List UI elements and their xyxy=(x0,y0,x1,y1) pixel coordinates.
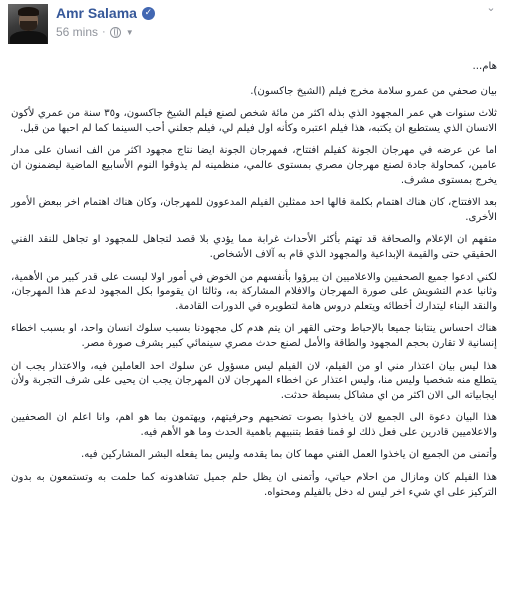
post-options-chevron-icon[interactable]: ⌄ xyxy=(486,1,496,14)
post-paragraph: اما عن عرضه في مهرجان الجونة كفيلم افتتاح، فمهرجان الجونة ايضا نتاج مجهود اكثر من الف انسان على مدار عامين، كمحاولة جادة لصنع مهرجان مصري بمستوى عالمي، منظمينه لم يذوقوا النوم الأسابيع الماضية ليضمنون ان يخرج بمستوى مشرف. xyxy=(11,145,497,186)
post-paragraph: هذا ليس بيان اعتذار مني او من الفيلم، لان الفيلم ليس مسؤول عن سلوك احد العاملين فيه، والاعتذار يجب ان يتطلع منه شخصيا وليس منا، وليس اعتذار عن اخطاء المهرجان لان المهرجان يجب ان يحيى على شرف التجربة ولأن ايجابياته الى الان اكثر من اي مشاكل بسيطة حدثت. xyxy=(11,360,497,401)
post-paragraph: بعد الافتتاح، كان هناك اهتمام بكلمة قالها احد ممثلين الفيلم المدعوون للمهرجان، وكان هناك اهتمام اخر ببعض الأمور الأخرى. xyxy=(11,197,497,223)
post-paragraph: ثلاث سنوات هي عمر المجهود الذي بذله اكثر من مائة شخص لصنع فيلم الشيخ جاكسون، و٣٥ سنة من عمري لأكون الانسان الذي يستطيع ان يكتبه، هذا فيلم اعتبره وكأنه اول فيلم لي، فيلم جعلني أحب السينما كما لم احبها من قبل. xyxy=(11,108,497,134)
post-paragraph: هناك احساس ينتابنا جميعا بالإحباط وحتى القهر ان يتم هدم كل مجهودنا بسبب سلوك انسان واحد، او بسبب اخطاء إنسانية لا تقارن بحجم المجهود والطاقة والأمل لصنع حدث مصري سينمائي كبير يشرف صورة مصر. xyxy=(11,323,497,349)
separator-dot: · xyxy=(102,26,106,38)
chevron-down-icon[interactable]: ▼ xyxy=(125,27,134,37)
post-timestamp[interactable]: 56 mins xyxy=(56,25,99,39)
author-avatar[interactable] xyxy=(8,4,48,44)
globe-icon[interactable] xyxy=(110,27,121,38)
avatar-shirt-shape xyxy=(10,31,47,44)
post-paragraph: بيان صحفي من عمرو سلامة مخرج فيلم (الشيخ جاكسون). xyxy=(250,85,497,97)
post-meta xyxy=(56,25,134,39)
post-paragraph: وأتمنى من الجميع ان ياخذوا العمل الفني مهما كان بما يقدمه وليس بما يفعله البشر المشاركين فيه. xyxy=(80,449,497,461)
post-paragraph: هام... xyxy=(472,61,497,72)
author-name-row xyxy=(56,5,155,21)
post-paragraph: هذا البيان دعوة الى الجميع لان ياخذوا بصوت تضحيهم وحرفيتهم، ويهتمون بما هو اهم، وانا اعلم ان الصحفيين والاعلاميين قادرين على فعل ذلك لو قمنا فقط بتنبيهم باهمية الحدث وما هو الأهم فيه. xyxy=(11,412,497,438)
avatar-beard-shape xyxy=(20,21,37,31)
verified-badge-icon: ✓ xyxy=(142,7,155,20)
post-body xyxy=(11,54,497,508)
post-header xyxy=(0,0,507,46)
avatar-hair-shape xyxy=(18,7,39,16)
post-paragraph: متفهم ان الإعلام والصحافة قد تهتم بأكثر الأحداث غرابة مما يؤدي بلا قصد لتجاهل للمجهود او تجاهل للنقد الفني الحقيقي حتى والقيمة الإبداعية والمجهود الذي قام به آلاف الأشخاص. xyxy=(11,234,497,260)
author-name-link[interactable]: Amr Salama xyxy=(56,5,137,21)
post-paragraph: هذا الفيلم كان ومازال من احلام حياتي، وأتمنى ان يظل حلم جميل تشاهدونه كما حلمت به وتستمعون به بدون التركيز على اي شيء اخر ليس له دخل بالفيلم ومحتواه. xyxy=(11,472,497,498)
post-paragraph: لكني ادعوا جميع الصحفيين والاعلاميين ان يبرؤوا بأنفسهم من الخوض في أمور اولا ليست على قدر كبير من الأهمية، وثانيا عدم التشويش على صورة المهرجان والافلام المشاركة به، وثالثا ان يقوموا بكل المجهود لدعم هذا المهرجان، والنقد البناء ليتدارك أخطائه ويتعلم دروس هامة لتطويره في الدورات القادمة. xyxy=(11,271,497,312)
